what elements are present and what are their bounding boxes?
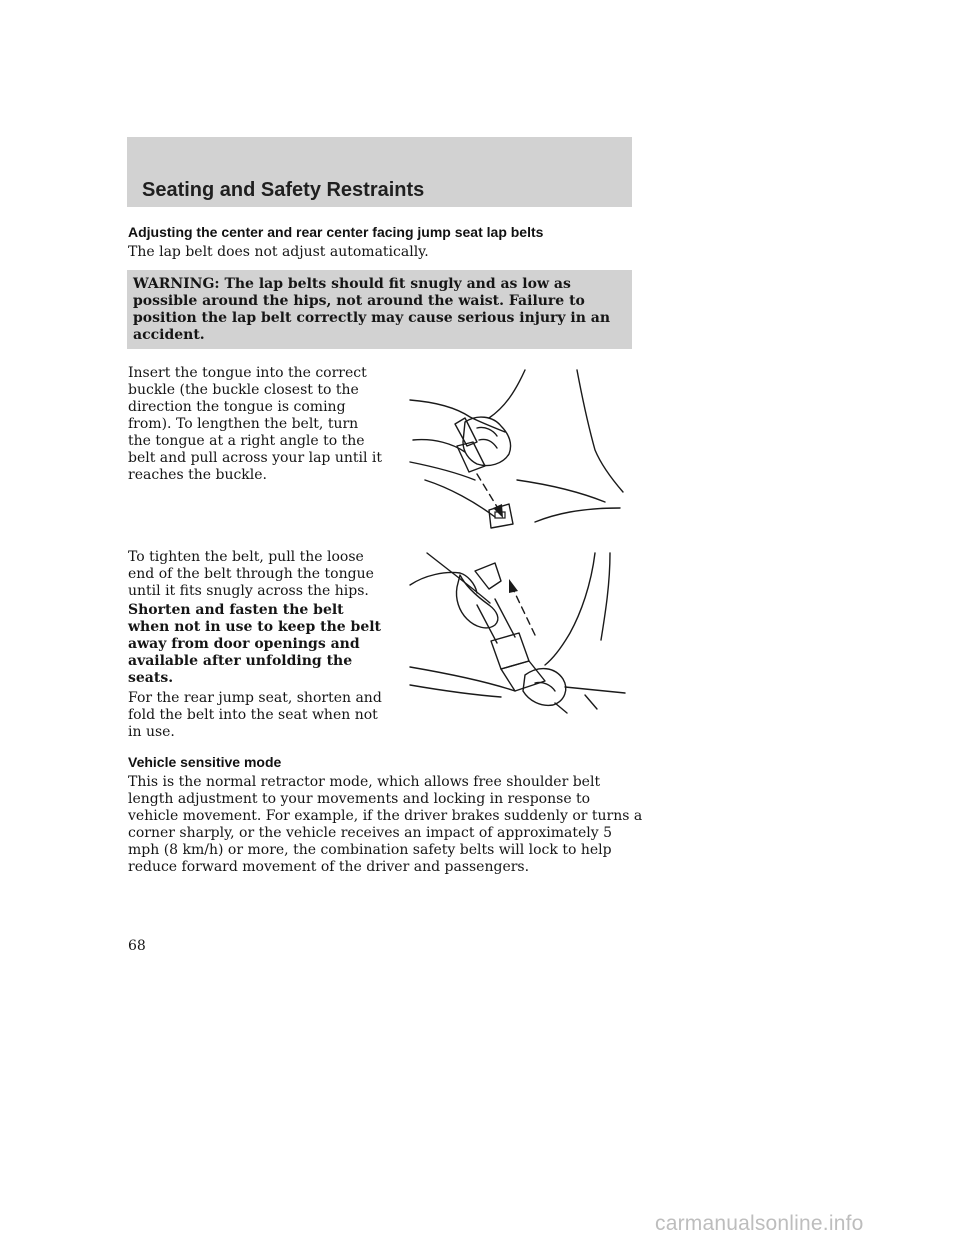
- strap-end-2: [585, 695, 597, 709]
- seat-line-right-1: [545, 553, 595, 665]
- finger-line-2: [479, 439, 497, 448]
- tighten-belt-paragraph: To tighten the belt, pull the loose end of the belt through the tongue until it fits snugly across the hips.: [128, 549, 374, 599]
- warning-text: WARNING: The lap belts should fit snugly and as low as possible around the hips, not around the waist. Failure to position the lap belt correctly may cause serious injury in an accident.: [133, 276, 611, 343]
- seat-cushion-line-2: [535, 508, 620, 522]
- section-heading-lap-belts: Adjusting the center and rear center facing jump seat lap belts: [128, 224, 544, 240]
- belt-tongue: [491, 633, 529, 669]
- seat-cushion-line: [565, 687, 625, 693]
- tighten-belt-illustration: [405, 545, 630, 715]
- seat-cushion-line-1: [517, 480, 605, 502]
- insert-tongue-illustration: [405, 362, 630, 532]
- lower-hand-outline: [523, 669, 566, 706]
- watermark: carmanualsonline.info: [655, 1212, 864, 1235]
- lap-line-2: [410, 685, 501, 697]
- seat-line-right: [577, 370, 623, 492]
- vehicle-sensitive-mode-paragraph: This is the normal retractor mode, which allows free shoulder belt length adjustment to your movements and locking in response to vehicle movement. For example, if the driver brakes suddenly or turns a corner sharply, or the vehicle receives an impact of approximately 5 mph (8 km/h) or more, the combination safety belts will lock to help reduce forward movement of the driver and passengers.: [128, 774, 643, 875]
- strap-end-1: [555, 703, 567, 713]
- upper-hand-outline: [456, 575, 497, 628]
- chapter-header-band: [127, 137, 632, 207]
- finger-line-1: [477, 427, 497, 436]
- shorten-fasten-paragraph: Shorten and fasten the belt when not in use to keep the belt away from door openings and available after unfolding the seats.: [128, 602, 382, 686]
- insert-tongue-paragraph: Insert the tongue into the correct buckle (the buckle closest to the direction the tongue is coming from). To lengthen the belt, turn the tongue at a right angle to the belt and pull across your lap until it reaches the buckle.: [128, 365, 382, 483]
- seat-line-right-2: [601, 553, 610, 640]
- tighten-arrow-head: [509, 579, 518, 593]
- warning-box: [127, 270, 632, 349]
- chapter-title: Seating and Safety Restraints: [142, 179, 425, 201]
- insertion-arrow-shaft: [477, 474, 499, 510]
- belt-webbing: [455, 418, 477, 446]
- section-heading-vehicle-sensitive-mode: Vehicle sensitive mode: [128, 754, 282, 770]
- rear-jump-seat-paragraph: For the rear jump seat, shorten and fold the belt into the seat when not in use.: [128, 690, 382, 740]
- belt-webbing-left: [477, 605, 497, 643]
- belt-loose-end: [475, 563, 501, 589]
- seat-line-left: [489, 370, 525, 418]
- arm-upper-contour: [410, 573, 477, 594]
- belt-tongue: [457, 442, 485, 472]
- page-number: 68: [128, 938, 146, 954]
- tighten-arrow-shaft: [513, 589, 535, 635]
- intro-paragraph: The lap belt does not adjust automatically.: [128, 244, 429, 260]
